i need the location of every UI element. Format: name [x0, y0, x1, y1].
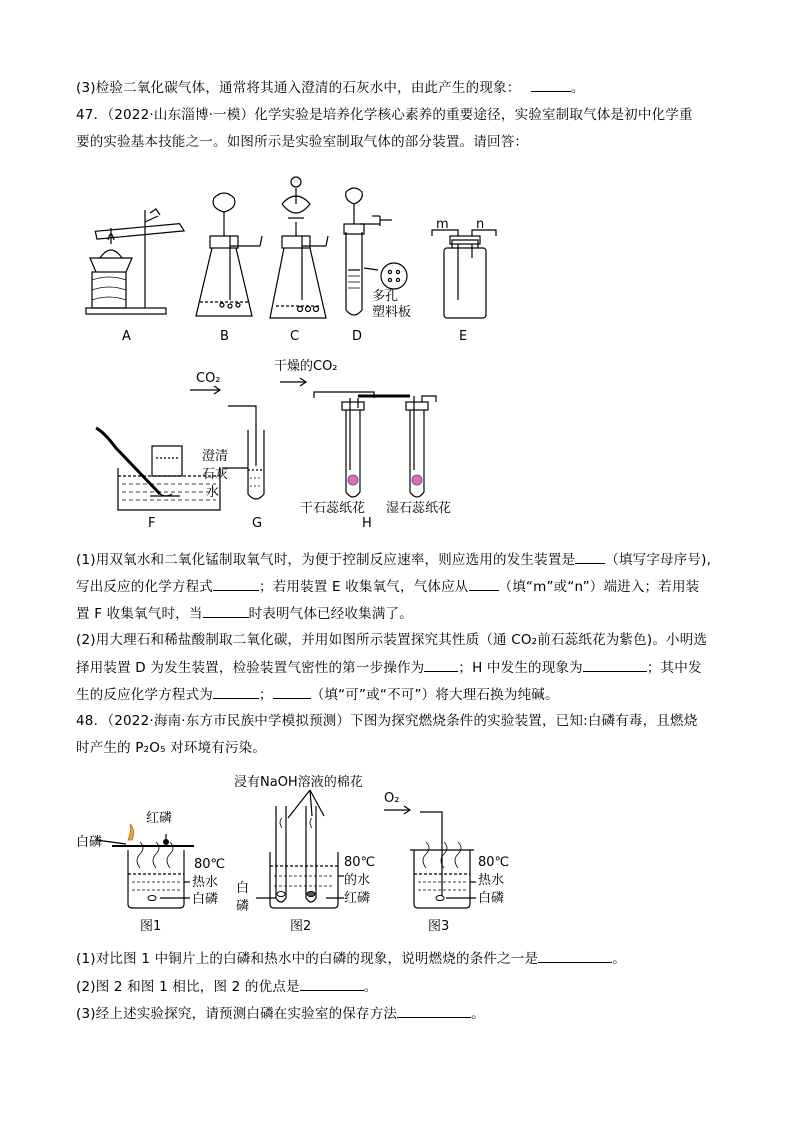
- label-figure-1: 图1: [140, 919, 162, 934]
- label-lime-2: 石灰: [202, 467, 229, 482]
- label-o2: O₂: [384, 791, 400, 806]
- label-white-phosphorus-water: 白磷: [192, 892, 219, 907]
- label-b: B: [220, 329, 229, 344]
- label-e: E: [459, 329, 468, 344]
- q47-part2-line2: 择用装置 D 为发生装置，检验装置气密性的第一步操作为 ；H 中发生的现象为 ；其中发: [76, 657, 702, 678]
- label-white-phosphorus: 白磷: [76, 835, 103, 850]
- q47-part1-line3: 置 F 收集氧气时，当 时表明气体已经收集满了。: [76, 603, 413, 624]
- label-red-phosphorus: 红磷: [146, 811, 173, 826]
- q47-part2-line3: 生的反应化学方程式为 ； （填“可”或“不可”）将大理石换为纯碱。: [76, 684, 559, 705]
- label-c: C: [290, 329, 300, 344]
- figure-1-beaker: [96, 834, 194, 908]
- answer-blank[interactable]: [397, 1003, 471, 1018]
- label-white-2a: 白: [236, 881, 250, 896]
- label-wet-flower: 湿石蕊纸花: [386, 501, 452, 516]
- label-80c-3: 80℃: [478, 855, 510, 870]
- label-80c: 80℃: [194, 857, 226, 872]
- label-f: F: [148, 516, 156, 531]
- q47-part1-line1: (1)用双氧水和二氧化锰制取氧气时，为便于控制反应速率，则应选用的发生装置是 （填写字母序号),: [76, 549, 711, 570]
- label-red-phosphorus-2: 红磷: [344, 891, 371, 906]
- answer-blank[interactable]: [300, 976, 364, 991]
- label-naoh-cotton: 浸有NaOH溶液的棉花: [234, 775, 363, 790]
- answer-blank[interactable]: [538, 948, 612, 963]
- q46-sub3: (3)检验二氧化碳气体，通常将其通入澄清的石灰水中，由此产生的现象： 。: [76, 77, 585, 98]
- label-porous-2: 塑料板: [372, 305, 412, 320]
- label-lime-3: 水: [206, 485, 220, 500]
- label-hot-water: 热水: [192, 875, 219, 890]
- label-d: D: [352, 329, 363, 344]
- q47-intro-line2: 要的实验基本技能之一。如图所示是实验室制取气体的部分装置。请回答：: [76, 134, 529, 150]
- label-h: H: [362, 516, 372, 531]
- label-figure-2: 图2: [290, 919, 312, 934]
- q48-sub3: (3)经上述实验探究，请预测白磷在实验室的保存方法 。: [76, 1003, 485, 1024]
- label-hot-water-3: 热水: [478, 873, 505, 888]
- q48-sub2: (2)图 2 和图 1 相比，图 2 的优点是 。: [76, 976, 377, 997]
- q48-intro-line2: 时产生的 P₂O₅ 对环境有污染。: [76, 740, 267, 756]
- question-text: (3)检验二氧化碳气体，通常将其通入澄清的石灰水中，由此产生的现象：: [76, 80, 521, 96]
- label-water: 的水: [344, 873, 371, 888]
- label-white-phosphorus-3: 白磷: [478, 891, 505, 906]
- label-white-2b: 磷: [236, 899, 250, 914]
- label-n: n: [476, 217, 485, 232]
- label-a: A: [122, 329, 131, 344]
- q48-sub1: (1)对比图 1 中铜片上的白磷和热水中的白磷的现象，说明燃烧的条件之一是 。: [76, 948, 626, 969]
- label-figure-3: 图3: [428, 919, 450, 934]
- figure-3-beaker: [384, 806, 476, 908]
- q48-intro-line1: 48．（2022·海南·东方市民族中学模拟预测）下图为探究燃烧条件的实验装置，已知:白磷有毒，且燃烧: [76, 713, 698, 729]
- label-m: m: [436, 217, 449, 232]
- q47-part2-line1: (2)用大理石和稀盐酸制取二氧化碳，并用如图所示装置探究其性质（通 CO₂前石蕊纸花为紫色)。小明选: [76, 632, 708, 648]
- label-lime-1: 澄清: [202, 449, 229, 464]
- figure-2-beaker: [256, 790, 344, 908]
- label-g: G: [252, 516, 263, 531]
- label-dry-flower: 干石蕊纸花: [300, 501, 366, 516]
- q47-part1-line2: 写出反应的化学方程式 ；若用装置 E 收集氧气，气体应从 （填“m”或“n”）端进入；若用装: [76, 576, 699, 597]
- label-co2: CO₂: [196, 371, 221, 386]
- label-porous-1: 多孔: [372, 289, 399, 304]
- q47-intro-line1: 47．（2022·山东淄博·一模）化学实验是培养化学核心素养的重要途径，实验室制取气体是初中化学重: [76, 107, 693, 123]
- label-80c-2: 80℃: [344, 855, 376, 870]
- label-dry-co2: 干燥的CO₂: [274, 359, 338, 374]
